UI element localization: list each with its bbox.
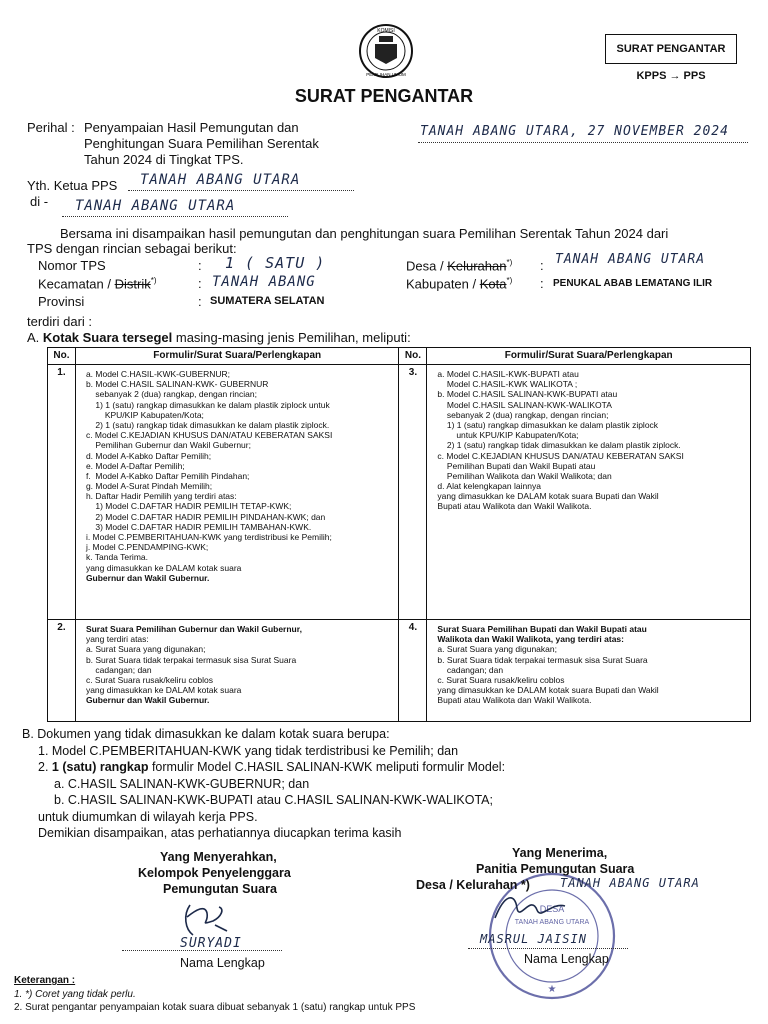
cell-line: 1) Model C.DAFTAR HADIR PEMILIH TETAP-KWK; [85,501,292,512]
right-sig-line-3: Desa / Kelurahan *) [416,878,530,892]
cell-line: c. Surat Suara rusak/keliru coblos [437,674,565,685]
table-row [48,620,751,722]
perihal-line-3: Tahun 2024 di Tingkat TPS. [84,152,244,167]
tps-value: 1 ( SATU ) [225,254,326,272]
closing-text: Demikian disampaikan, atas perhatiannya diucapkan terima kasih [38,826,402,840]
notes-title: Keterangan : [14,975,76,986]
cell-line: Pemilihan Gubernur dan Wakil Gubernur; [85,440,251,451]
right-signature [485,888,575,928]
table-row [48,365,751,620]
cell-line: e. Model A-Daftar Pemilih; [85,460,185,471]
section-b-item-2b: b. C.HASIL SALINAN-KWK-BUPATI atau C.HASIL SALINAN-KWK-WALIKOTA; [54,793,493,807]
right-sig-line-2: Panitia Pemungutan Suara [476,862,635,876]
section-a-prefix: A. [27,330,43,345]
kab-label-strike: Kota [479,276,507,292]
section-b-item-2 [22,759,505,776]
section-b-item-1: 1. Model C.PEMBERITAHUAN-KWK yang tidak terdistribusi ke Pemilih; dan [38,743,459,758]
tps-colon: : [198,258,202,273]
yth-label: Yth. Ketua PPS [27,178,118,193]
row1-content [75,365,399,620]
cell-line: yang dimasukkan ke DALAM kotak suara [85,562,242,573]
cell-line: Surat Suara Pemilihan Bupati dan Wakil Bupati atau [437,624,647,634]
desa-label-text: Desa / [406,258,448,274]
tps-label: Nomor TPS [38,258,106,273]
cell-line: a. Model C.HASIL-KWK-BUPATI atau [437,369,579,379]
kab-colon: : [540,276,544,291]
cell-line: j. Model C.PENDAMPING-KWK; [85,542,209,553]
section-b-item-2-rest: formulir Model C.HASIL SALINAN-KWK meliputi formulir Model: [148,760,506,774]
di-dots [62,216,288,217]
cell-line: Bupati atau Walikota dan Wakil Walikota. [437,501,592,512]
kec-label-text: Kecamatan / [38,276,115,292]
doc-flow-label: KPPS → PPS [636,70,706,82]
cell-line: 2) 1 (satu) rangkap tidak dimasukkan ke dalam plastik ziplock. [437,440,681,451]
cell-line: yang dimasukkan ke DALAM kotak suara [85,685,242,696]
stamp-star-icon: ★ [547,984,557,995]
kec-value: TANAH ABANG [212,274,316,290]
section-b-item-2-prefix: 2. [38,760,52,774]
cell-line: Pemilihan Walikota dan Wakil Walikota; dan [437,470,612,481]
right-sig-caption: Nama Lengkap [524,952,609,966]
cell-line: h. Daftar Hadir Pemilih yang terdiri atas: [85,491,237,502]
desa-label [406,258,512,273]
desa-sup: *) [506,258,513,267]
left-name-dots [122,950,282,951]
cell-line: b. Surat Suara tidak terpakai termasuk sisa Surat Suara [437,654,648,665]
section-b [22,726,505,842]
section-b-item-2a: a. C.HASIL SALINAN-KWK-GUBERNUR; dan [54,776,310,791]
cell-line: a. Surat Suara yang digunakan; [437,644,557,655]
items-table [47,347,751,722]
perihal-line-1: Penyampaian Hasil Pemungutan dan [84,120,299,135]
place-date: TANAH ABANG UTARA, 27 NOVEMBER 2024 [420,124,729,139]
section-a-heading [27,330,411,345]
right-name-dots [468,948,628,949]
col-no-header: No. [48,348,76,365]
kab-label-text: Kabupaten / [406,276,480,292]
col-form-header: Formulir/Surat Suara/Perlengkapan [75,348,399,365]
cell-line: i. Model C.PEMBERITAHUAN-KWK yang terdistribusi ke Pemilih; [85,532,332,542]
logo-text-top: KOMISI [377,28,395,34]
row3-lines [431,367,746,514]
intro-line-2: TPS dengan rincian sebagai berikut: [27,241,237,256]
row3-no: 3. [399,365,427,620]
kec-label [38,276,157,291]
yth-value: TANAH ABANG UTARA [140,172,301,188]
row1-no: 1. [48,365,76,620]
cell-line: yang dimasukkan ke DALAM kotak suara Bupati dan Wakil [437,685,659,696]
kab-sup: *) [506,276,513,285]
row2-no: 2. [48,620,76,722]
left-sig-caption: Nama Lengkap [180,956,265,970]
perihal-line-2: Penghitungan Suara Pemilihan Serentak [84,136,319,151]
cell-line: 2) 1 (satu) rangkap tidak dimasukkan ke dalam plastik ziplock. [85,419,330,430]
cell-line: Walikota dan Wakil Walikota, yang terdiri atas: [437,634,624,645]
cell-line: d. Alat kelengkapan lainnya [437,481,541,492]
desa-value: TANAH ABANG UTARA [555,252,706,267]
cell-line: KPU/KIP Kabupaten/Kota; [85,409,204,420]
note-2: 2. Surat pengantar penyampaian kotak suara dibuat sebanyak 1 (satu) rangkap untuk PPS [14,1002,416,1013]
kpu-logo [355,22,417,80]
col-form-header-2: Formulir/Surat Suara/Perlengkapan [427,348,751,365]
left-sig-line-1: Yang Menyerahkan, [160,850,277,864]
cell-line: yang terdiri atas: [85,634,149,645]
prov-value: SUMATERA SELATAN [210,295,325,307]
cell-line: sebanyak 2 (dua) rangkap, dengan rincian; [85,389,257,400]
prov-label: Provinsi [38,294,85,309]
di-label: di - [30,194,49,209]
row4-no: 4. [399,620,427,722]
cell-line: Surat Suara Pemilihan Gubernur dan Wakil Gubernur, [85,624,302,634]
cell-line: Model C.HASIL-KWK WALIKOTA ; [437,379,578,390]
row2-content [75,620,399,722]
note-1: 1. *) Coret yang tidak perlu. [14,988,136,1000]
section-a-rest: masing-masing jenis Pemilihan, meliputi: [172,330,411,345]
cell-line: c. Model C.KEJADIAN KHUSUS DAN/ATAU KEBERATAN SAKSI [437,450,684,461]
section-a-bold: Kotak Suara tersegel [42,330,173,345]
cell-line: Model C.HASIL SALINAN-KWK-WALIKOTA [437,399,612,410]
section-b-item-2c: untuk diumumkan di wilayah kerja PPS. [38,809,258,824]
cell-line: yang dimasukkan ke DALAM kotak suara Bupati dan Wakil [437,491,659,502]
kec-colon: : [198,276,202,291]
cell-line: 1) 1 (satu) rangkap dimasukkan ke dalam plastik ziplock [437,419,659,430]
cell-line: b. Surat Suara tidak terpakai termasuk sisa Surat Suara [85,654,297,665]
cell-line: k. Tanda Terima. [85,552,148,563]
cell-line: sebanyak 2 (dua) rangkap, dengan rincian; [437,409,609,420]
place-date-dots [418,142,748,143]
right-sig-line-1: Yang Menerima, [512,846,608,860]
yth-dots [128,190,354,191]
prov-colon: : [198,294,202,309]
intro-line-1: Bersama ini disampaikan hasil pemungutan dan penghitungan suara Pemilihan Serentak Tahun 2024 dari [60,226,669,241]
di-value: TANAH ABANG UTARA [75,198,236,214]
row3-content [427,365,751,620]
cell-line: Gubernur dan Wakil Gubernur. [85,695,210,706]
doc-type-box: SURAT PENGANTAR [605,34,737,64]
cell-line: 3) Model C.DAFTAR HADIR PEMILIH TAMBAHAN-KWK. [85,521,312,532]
right-sig-name: MASRUL JAISIN [480,932,587,946]
left-sig-name: SURYADI [180,936,242,951]
cell-line: b. Model C.HASIL SALINAN-KWK-BUPATI atau [437,389,618,400]
col-no-header-2: No. [399,348,427,365]
logo-text-bottom: PEMILIHAN UMUM [366,72,406,77]
cell-line: 1) 1 (satu) rangkap dimasukkan ke dalam plastik ziplock untuk [85,399,330,410]
cell-line: a. Model C.HASIL-KWK-GUBERNUR; [85,369,230,379]
stamp-line-1: DESA [539,904,565,914]
perihal-label: Perihal : [27,120,75,135]
notes [14,974,415,1015]
cell-line: Bupati atau Walikota dan Wakil Walikota. [437,695,592,706]
left-sig-line-2: Kelompok Penyelenggara [138,866,291,880]
section-b-item-2-bold: 1 (satu) rangkap [51,760,149,774]
table-header-row [48,348,751,365]
desa-colon: : [540,258,544,273]
cell-line: 2) Model C.DAFTAR HADIR PEMILIH PINDAHAN-KWK; dan [85,511,326,522]
row4-content [427,620,751,722]
stamp-line-2: TANAH ABANG UTARA [514,919,590,926]
row2-lines [80,622,395,708]
cell-line: Gubernur dan Wakil Gubernur. [85,572,210,583]
cell-line: a. Surat Suara yang digunakan; [85,644,206,655]
kab-value: PENUKAL ABAB LEMATANG ILIR [553,278,713,289]
row1-lines [80,367,395,585]
desa-label-strike: Kelurahan [447,258,507,274]
kab-label [406,276,512,291]
cell-line: c. Surat Suara rusak/keliru coblos [85,674,214,685]
cell-line: Pemilihan Bupati dan Wakil Bupati atau [437,460,596,471]
cell-line: cadangan; dan [437,664,504,675]
page-title: SURAT PENGANTAR [294,86,474,106]
kec-label-strike: Distrik [114,276,151,292]
cell-line: g. Model A-Surat Pindah Memilih; [85,481,213,492]
cell-line: c. Model C.KEJADIAN KHUSUS DAN/ATAU KEBERATAN SAKSI [85,430,333,441]
row4-lines [431,622,746,708]
cell-line: f. Model A-Kabko Daftar Pemilih Pindahan; [85,470,250,481]
cell-line: d. Model A-Kabko Daftar Pemilih; [85,450,212,461]
kec-sup: *) [150,276,157,285]
cell-line: untuk KPU/KIP Kabupaten/Kota; [437,430,579,441]
right-desa-value: TANAH ABANG UTARA [560,876,700,890]
terdiri-label: terdiri dari : [27,314,93,329]
cell-line: b. Model C.HASIL SALINAN-KWK- GUBERNUR [85,379,269,390]
left-sig-line-3: Pemungutan Suara [163,882,277,896]
cell-line: cadangan; dan [85,664,152,675]
section-b-title: B. Dokumen yang tidak dimasukkan ke dalam kotak suara berupa: [22,727,390,741]
